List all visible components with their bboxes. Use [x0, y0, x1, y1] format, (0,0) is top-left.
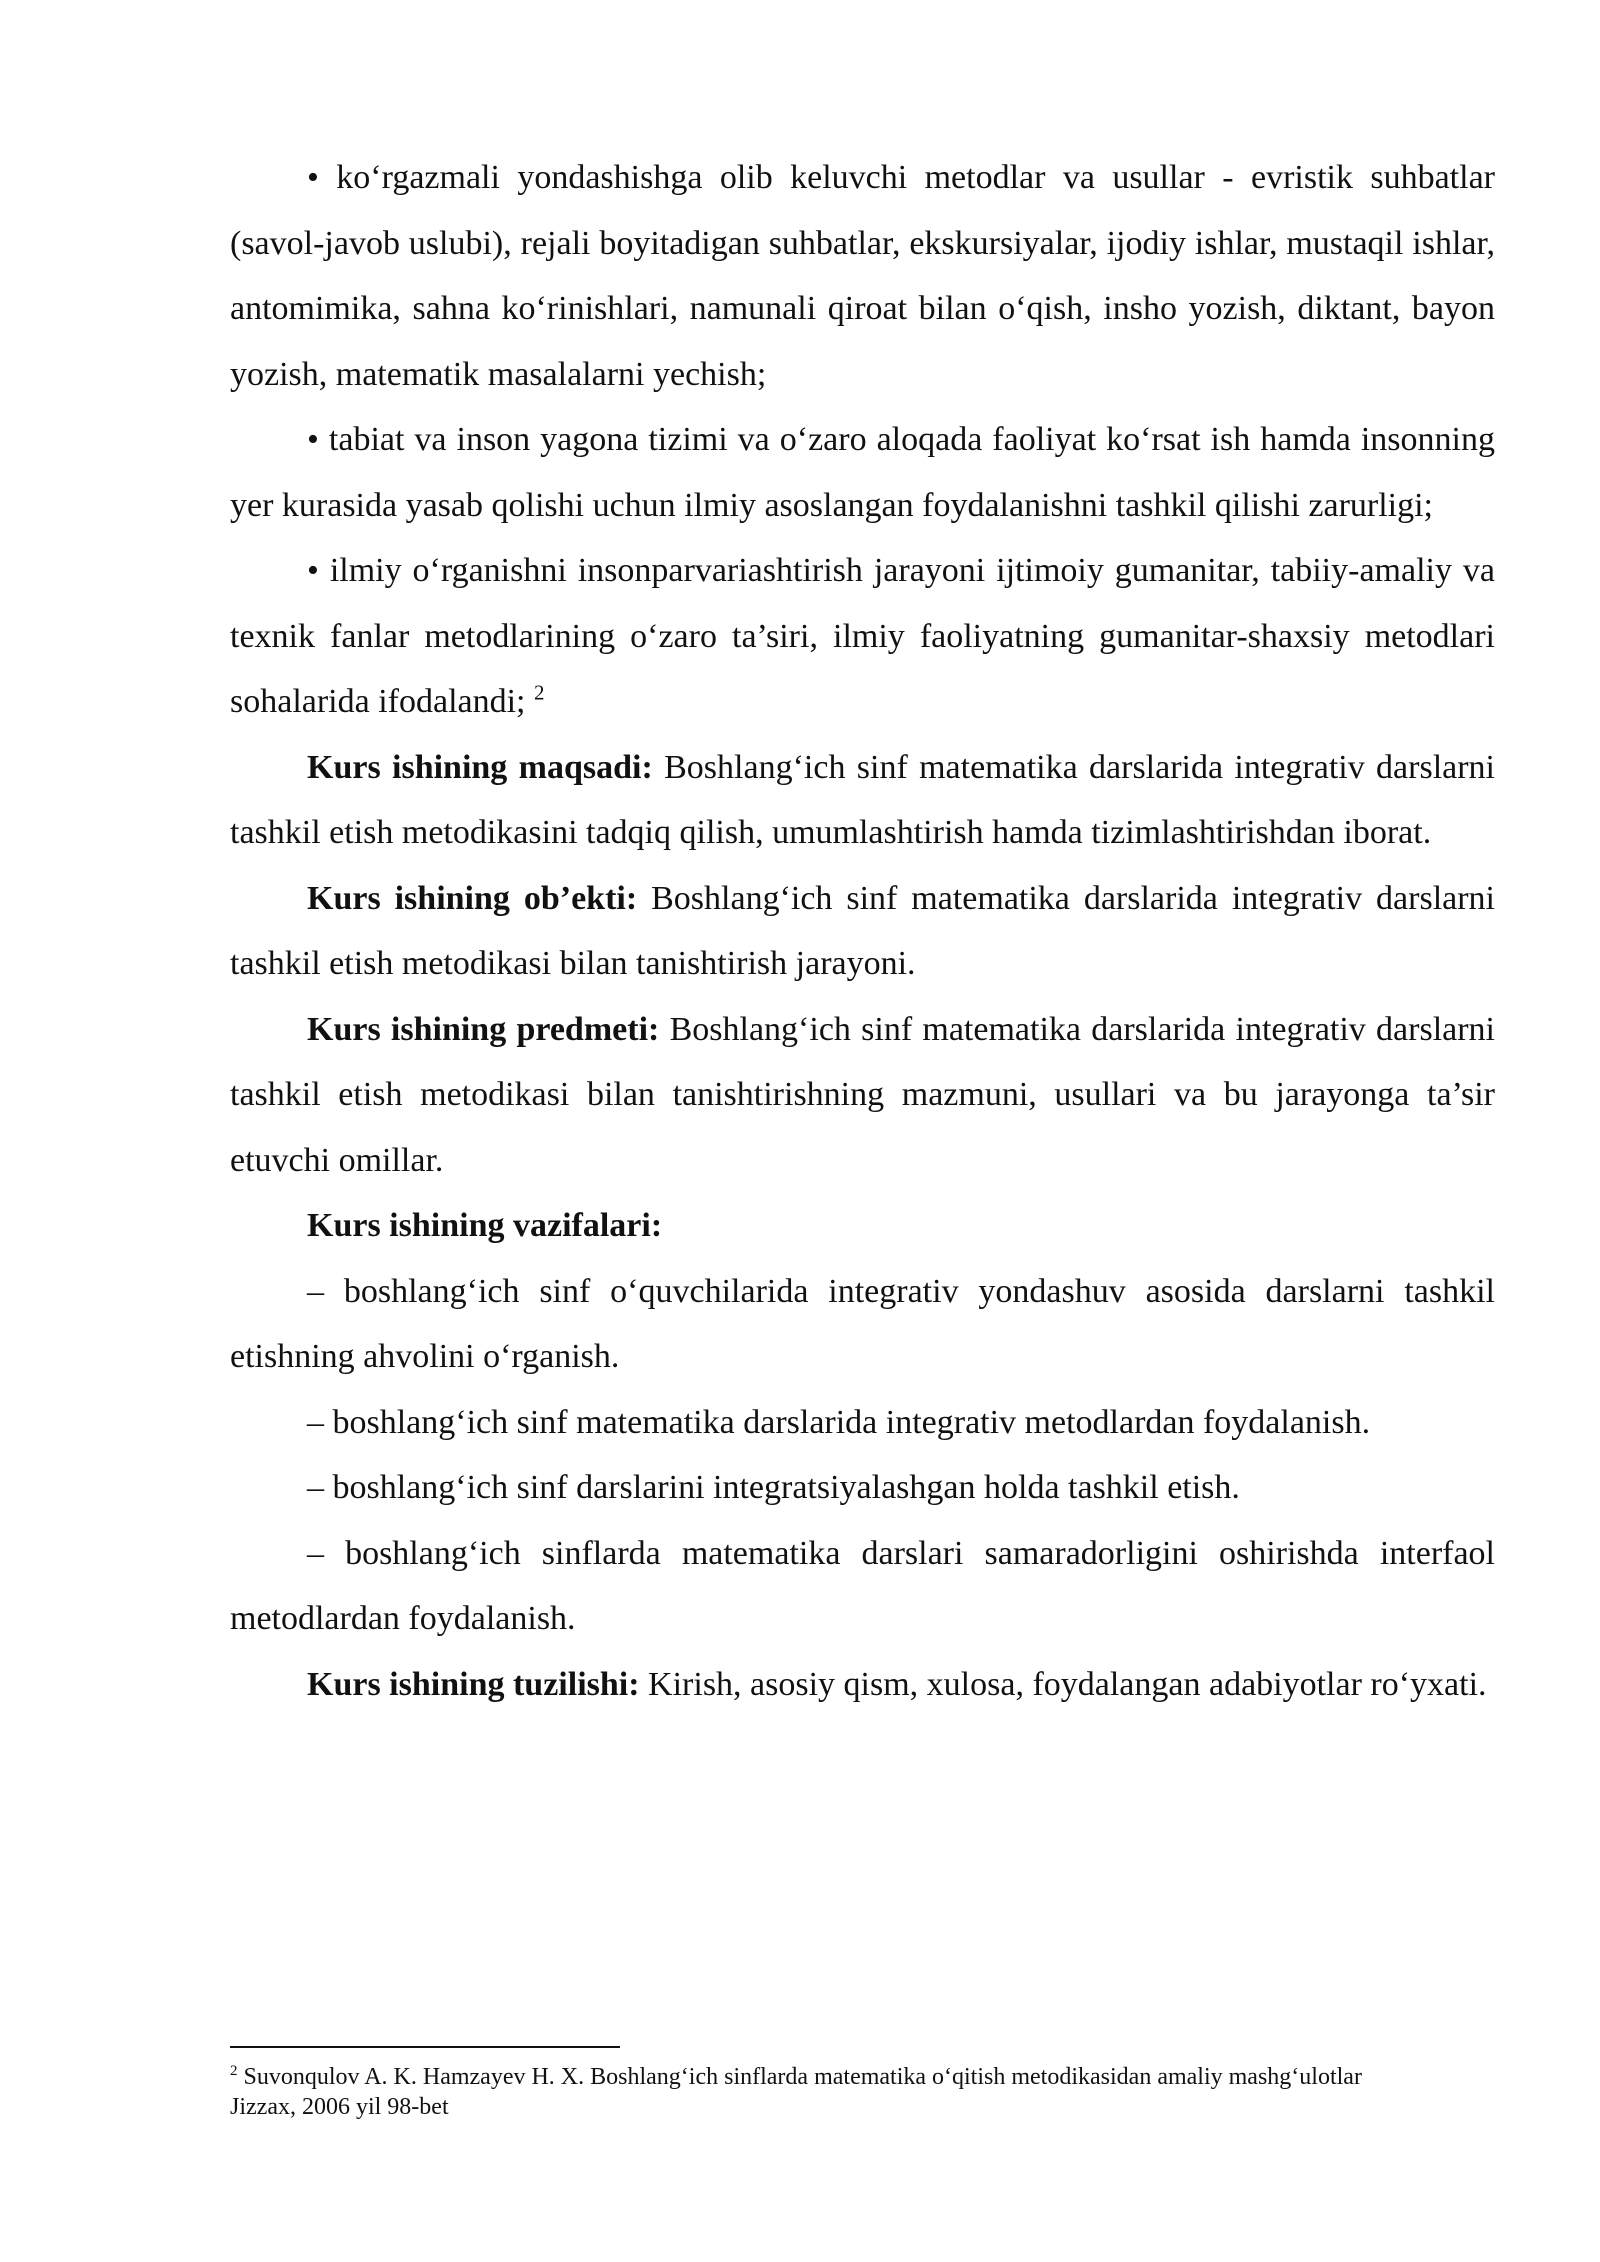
task-text-4: – boshlang‘ich sinflarda matematika darslari samaradorligini oshirishda interfaol metodlardan foydalanish. — [230, 1534, 1495, 1637]
task-item-2 — [230, 1390, 1495, 1456]
section-vazifalari — [230, 1193, 1495, 1259]
bullet-paragraph-1 — [230, 145, 1495, 407]
bullet-text-1: • ko‘rgazmali yondashishga olib keluvchi metodlar va usullar - evristik suhbatlar (savol-javob uslubi), rejali boyitadigan suhbatlar, ekskursiyalar, ijodiy ishlar, mustaqil ishlar, antomimika, sahna ko‘rinishlari, namunali qiroat bilan o‘qish, insho yozish, diktant, bayon yozish, matematik masalalarni yechish; — [230, 159, 1495, 393]
section-label-tuzilishi: Kurs ishining tuzilishi: — [307, 1665, 640, 1703]
document-body — [230, 145, 1495, 1717]
task-text-1: – boshlang‘ich sinf o‘quvchilarida integrativ yondashuv asosida darslarni tashkil etishning ahvolini o‘rganish. — [230, 1272, 1495, 1375]
section-label-maqsadi: Kurs ishining maqsadi: — [307, 748, 653, 786]
footnote — [230, 2062, 1370, 2122]
section-obekti — [230, 866, 1495, 997]
task-text-2: – boshlang‘ich sinf matematika darslarida integrativ metodlardan foydalanish. — [307, 1403, 1371, 1441]
section-maqsadi — [230, 735, 1495, 866]
section-text-predmeti: Boshlang‘ich sinf matematika darslarida integrativ darslarni tashkil etish metodikasi bilan tanishtirishning mazmuni, usullari va bu jarayonga ta’sir etuvchi omillar. — [230, 1010, 1495, 1179]
section-predmeti — [230, 997, 1495, 1194]
task-text-3: – boshlang‘ich sinf darslarini integratsiyalashgan holda tashkil etish. — [307, 1469, 1240, 1506]
section-text-obekti: Boshlang‘ich sinf matematika darslarida integrativ darslarni tashkil etish metodikasi bilan tanishtirish jarayoni. — [230, 879, 1495, 982]
section-label-predmeti: Kurs ishining predmeti: — [307, 1010, 660, 1048]
footnote-text: Suvonqulov A. K. Hamzayev H. X. Boshlang‘ich sinflarda matematika o‘qitish metodikasidan amaliy mashg‘ulotlar Jizzax, 2006 yil 98-bet — [230, 2064, 1362, 2120]
section-label-obekti: Kurs ishining ob’ekti: — [307, 879, 638, 917]
section-label-vazifalari: Kurs ishining vazifalari: — [307, 1207, 663, 1244]
section-text-tuzilishi: Kirish, asosiy qism, xulosa, foydalangan adabiyotlar ro‘yxati. — [639, 1665, 1487, 1703]
section-tuzilishi — [230, 1652, 1495, 1718]
bullet-paragraph-2 — [230, 407, 1495, 538]
footnote-number: 2 — [230, 2063, 238, 2079]
bullet-paragraph-3 — [230, 538, 1495, 735]
footnote-separator — [230, 2046, 620, 2048]
section-text-maqsadi: Boshlang‘ich sinf matematika darslarida integrativ darslarni tashkil etish metodikasini tadqiq qilish, umumlashtirish hamda tizimlashtirishdan iborat. — [230, 748, 1495, 851]
bullet-text-3: • ilmiy o‘rganishni insonparvariashtirish jarayoni ijtimoiy gumanitar, tabiiy-amaliy va texnik fanlar metodlarining o‘zaro ta’siri, ilmiy faoliyatning gumanitar-shaxsiy metodlari sohalarida ifodalandi; — [230, 552, 1495, 720]
task-item-3 — [230, 1455, 1495, 1521]
task-item-1 — [230, 1259, 1495, 1390]
task-item-4 — [230, 1521, 1495, 1652]
footnote-reference[interactable]: 2 — [534, 680, 545, 705]
bullet-text-2: • tabiat va inson yagona tizimi va o‘zaro aloqada faoliyat ko‘rsat ish hamda insonning yer kurasida yasab qolishi uchun ilmiy asoslangan foydalanishni tashkil qilishi zarurligi; — [230, 421, 1495, 524]
